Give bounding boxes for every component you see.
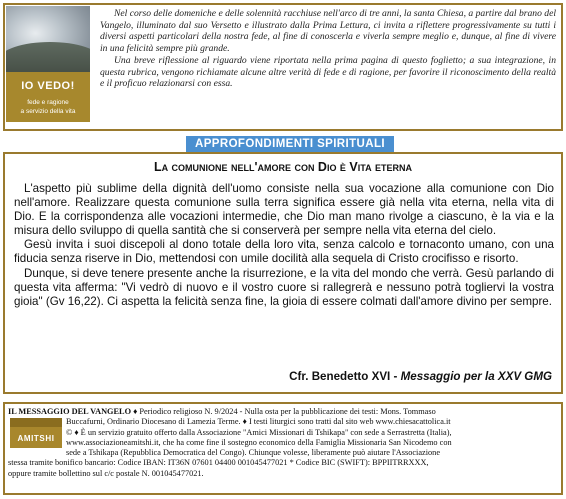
article-title xyxy=(0,160,566,174)
publication-name: IL MESSAGGIO DEL VANGELO xyxy=(8,407,132,416)
footer-line-5: sede a Tshikapa (Repubblica Democratica del Congo). Chiunque volesse, liberamente può aiutare l'Associazione xyxy=(66,448,440,458)
footer-line-1 xyxy=(8,407,558,417)
article-body xyxy=(14,182,554,309)
intro-text xyxy=(100,8,556,90)
intro-paragraph-1: Nel corso delle domeniche e delle solennità racchiuse nell'arco di tre anni, la santa Chiesa, a partire dal brano del Vangelo, illuminato dal suo Versetto e illustrato dalla Prima Lettura, ci invita a riflettere progressivamente su tutti i diversi aspetti particolari della nostra fede, al fine di conoscerla e viverla sempre meglio e, dunque, al fine di vivere in una felicità sempre più grande. xyxy=(100,8,556,55)
logo-landscape-image xyxy=(6,6,90,74)
section-header: APPROFONDIMENTI SPIRITUALI xyxy=(186,136,394,152)
footer-line-1-text: ♦ Periodico religioso N. 9/2024 - Nulla osta per la pubblicazione dei testi: Mons. Tommaso xyxy=(133,407,436,416)
article-signature xyxy=(289,370,552,383)
logo-subtitle xyxy=(6,98,90,116)
intro-paragraph-2: Una breve riflessione al riguardo viene riportata nella prima pagina di questo foglietto; a sua integrazione, in questa rubrica, vengono richiamate alcune altre verità di fede e di ragione, per favorire il riconoscimento della realtà e il proficuo relazionarsi con essa. xyxy=(100,54,556,90)
footer-line-7: oppure tramite bollettino sul c/c postale N. 001045477021. xyxy=(8,468,204,478)
signature-author: Cfr. Benedetto XVI - xyxy=(289,370,401,383)
signature-source: Messaggio per la XXV GMG xyxy=(400,370,552,383)
logo-subtitle-line1: fede e ragione xyxy=(27,99,69,106)
amitshi-logo-label: AMITSHI xyxy=(17,434,55,443)
article-paragraph-1: L'aspetto più sublime della dignità dell'uomo consiste nella sua vocazione alla comunione con Dio nell'amore. Realizzare questa comunione sulla terra significa essere già nella vita eterna, nella vita di Dio. E la corrispondenza alle vocazioni intermedie, che Dio man mano rivolge a ciascuno, è la via e la misura dello sviluppo di quella santità che si conserverà per sempre nella vita eterna del cielo. xyxy=(14,182,554,238)
io-vedo-logo xyxy=(6,6,90,122)
article-paragraph-3: Dunque, si deve tenere presente anche la risurrezione, e la vita del mondo che verrà. Gesù parlando di questa vita afferma: "Vi vedrò di nuovo e il vostro cuore si rallegrerà e nessuno potrà togliervi la vostra gioia" (Gv 16,22). Ci aspetta la felicità senza fine, la gioia di essere colmati dall'amore divino per sempre. xyxy=(14,266,554,308)
footer-text xyxy=(8,407,558,479)
footer-line-2: Buccafurni, Ordinario Diocesano di Lamezia Terme. ♦ I testi liturgici sono tratti dal sito web www.chiesacattolica.it xyxy=(66,417,451,427)
footer-line-4: www.associazioneamitshi.it, che ha come fine il sostegno economico della Famiglia Missionaria San Nicodemo con xyxy=(66,437,452,447)
article-title-text: La comunione nell'amore con Dio è Vita eterna xyxy=(153,160,413,174)
footer-line-3: © ♦ È un servizio gratuito offerto dalla Associazione "Amici Missionari di Tshikapa" con sede a Serrastretta (Italia), xyxy=(66,427,452,437)
logo-title: IO VEDO! xyxy=(21,80,75,92)
logo-hill xyxy=(6,42,90,76)
footer-line-6: stessa tramite bonifico bancario: Codice IBAN: IT36N 07601 04400 001045477021 * Codice BIC (SWIFT): BPPIITRRXXX, xyxy=(8,458,429,468)
article-paragraph-2: Gesù invita i suoi discepoli al dono totale della loro vita, senza calcolo e tornaconto umano, con una fiducia senza riserve in Dio, mettendosi con umile docilità alla sequela di Cristo crocifisso e risorto. xyxy=(14,238,554,266)
logo-subtitle-line2: a servizio della vita xyxy=(20,108,76,115)
